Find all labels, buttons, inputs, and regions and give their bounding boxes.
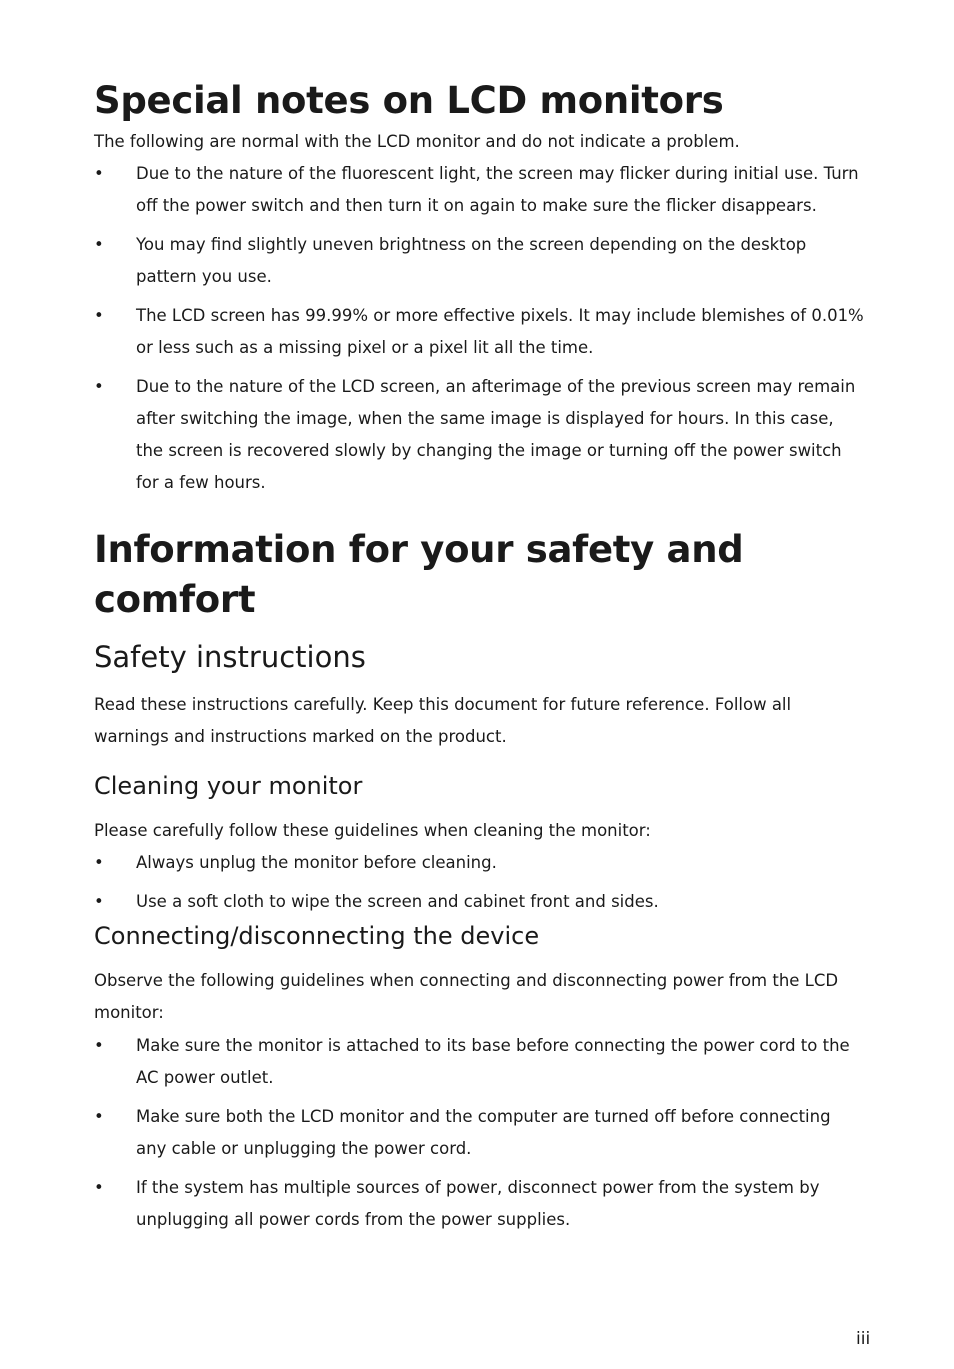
section-title-safety: Information for your safety and comfort <box>94 528 744 621</box>
list-item-text: You may find slightly uneven brightness on the screen depending on the desktop pattern you use. <box>136 235 807 286</box>
bullet-marker: • <box>94 377 104 396</box>
list-item-text: Due to the nature of the LCD screen, an afterimage of the previous screen may remain after switching the image, when the same image is displayed for hours. In this case, the screen is recovered slowly by changing the image or turning off the power switch for a few hours. <box>136 377 856 492</box>
list-item <box>94 1101 864 1165</box>
list-item-text: Always unplug the monitor before cleaning. <box>136 853 497 872</box>
safety-instructions-heading: Safety instructions <box>94 640 366 674</box>
list-item-text: Due to the nature of the fluorescent light, the screen may flicker during initial use. Turn off the power switch and then turn it on again to make sure the flicker disappears. <box>136 164 859 215</box>
list-item-text: If the system has multiple sources of power, disconnect power from the system by unplugging all power cords from the power supplies. <box>136 1178 820 1229</box>
connecting-heading: Connecting/disconnecting the device <box>94 922 540 950</box>
list-item-text: Make sure the monitor is attached to its base before connecting the power cord to the AC power outlet. <box>136 1036 850 1087</box>
bullet-marker: • <box>94 892 104 911</box>
bullet-marker: • <box>94 306 104 325</box>
list-item-text: Use a soft cloth to wipe the screen and cabinet front and sides. <box>136 892 659 911</box>
cleaning-heading: Cleaning your monitor <box>94 772 363 800</box>
bullet-marker: • <box>94 1036 104 1055</box>
connecting-list <box>94 1030 864 1236</box>
cleaning-intro: Please carefully follow these guidelines when cleaning the monitor: <box>94 821 651 840</box>
bullet-marker: • <box>94 164 104 183</box>
document-page <box>94 0 864 1243</box>
connecting-intro: Observe the following guidelines when connecting and disconnecting power from the LCD monitor: <box>94 971 839 1022</box>
bullet-marker: • <box>94 235 104 254</box>
list-item <box>94 371 864 499</box>
lcd-notes-list <box>94 158 864 499</box>
list-item <box>94 300 864 364</box>
bullet-marker: • <box>94 1107 104 1126</box>
safety-intro: Read these instructions carefully. Keep this document for future reference. Follow all warnings and instructions marked on the product. <box>94 695 792 746</box>
list-item-text: The LCD screen has 99.99% or more effective pixels. It may include blemishes of 0.01% or less such as a missing pixel or a pixel lit all the time. <box>136 306 864 357</box>
page-number: iii <box>856 1329 871 1349</box>
bullet-marker: • <box>94 853 104 872</box>
list-item <box>94 1172 864 1236</box>
lcd-notes-intro: The following are normal with the LCD monitor and do not indicate a problem. <box>94 132 740 151</box>
list-item-text: Make sure both the LCD monitor and the computer are turned off before connecting any cable or unplugging the power cord. <box>136 1107 831 1158</box>
cleaning-list <box>94 847 864 918</box>
list-item <box>94 158 864 222</box>
bullet-marker: • <box>94 1178 104 1197</box>
list-item <box>94 1030 864 1094</box>
list-item <box>94 229 864 293</box>
list-item <box>94 847 864 879</box>
section-title-lcd-notes: Special notes on LCD monitors <box>94 79 724 122</box>
list-item <box>94 886 864 918</box>
